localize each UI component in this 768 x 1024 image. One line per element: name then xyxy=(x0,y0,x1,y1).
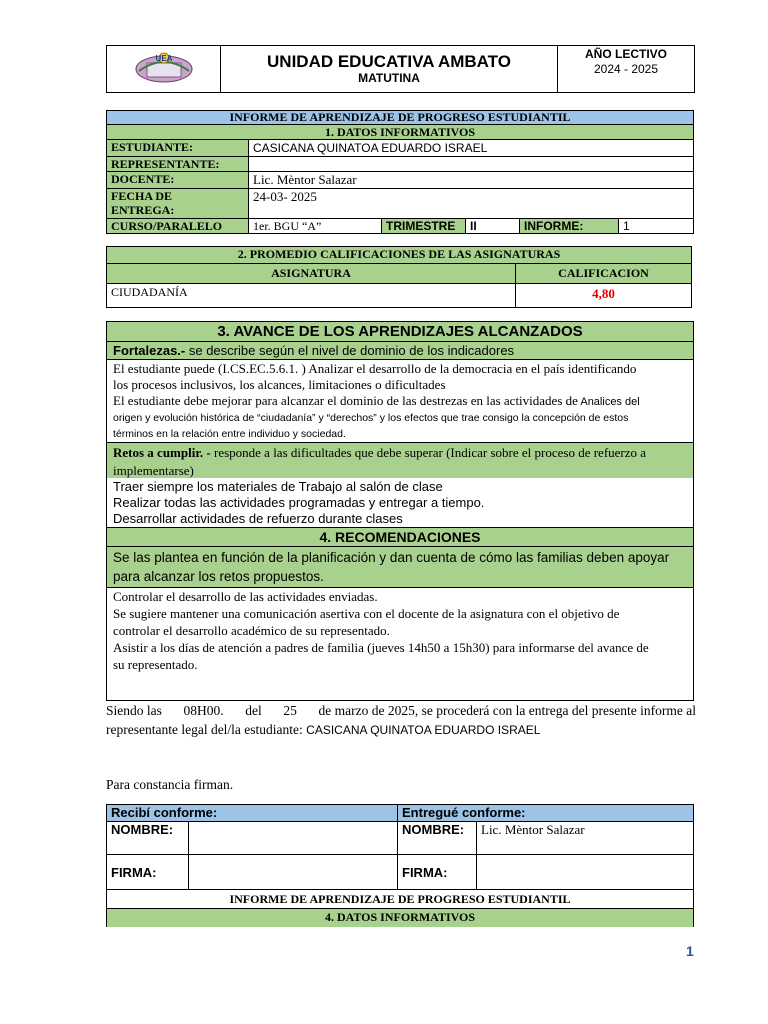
school-year-label: AÑO LECTIVO xyxy=(584,47,667,61)
recommendation-4: Asistir a los días de atención a padres de familia (jueves 14h50 a 15h30) para informarse del avance de xyxy=(113,640,649,655)
section4-desc xyxy=(107,547,693,588)
delivered-name-label: NOMBRE: xyxy=(398,822,477,855)
representative-label: REPRESENTANTE: xyxy=(107,157,249,172)
constancy-text: Para constancia firman. xyxy=(106,777,234,792)
section4-desc-line-2: para alcanzar los retos propuestos. xyxy=(113,569,324,584)
teacher-value: Lic. Mèntor Salazar xyxy=(249,172,694,189)
informe-label: INFORME: xyxy=(520,219,619,234)
subject-header: ASIGNATURA xyxy=(107,264,516,284)
page-number: 1 xyxy=(686,943,694,959)
delivered-signature-label: FIRMA: xyxy=(398,855,477,890)
section3-title: 3. AVANCE DE LOS APRENDIZAJES ALCANZADOS xyxy=(107,322,693,342)
strength-line-1: El estudiante puede (I.CS.EC.5.6.1. ) Analizar el desarrollo de la democracia en el país identificando xyxy=(113,361,637,376)
grade-value: 4,80 xyxy=(592,286,615,301)
student-label: ESTUDIANTE: xyxy=(107,140,249,157)
recommendation-2: Se sugiere mantener una comunicación asertiva con el docente de la asignatura con el objetivo de xyxy=(113,606,620,621)
delivery-label xyxy=(107,189,249,219)
received-label: Recibí conforme: xyxy=(107,805,398,822)
logo-cell xyxy=(107,46,221,93)
course-label: CURSO/PARALELO xyxy=(107,219,249,234)
section4-title: 4. RECOMENDACIONES xyxy=(107,528,693,547)
received-name-label: NOMBRE: xyxy=(107,822,189,855)
strengths-desc: se describe según el nivel de dominio de los indicadores xyxy=(185,343,515,358)
recommendations-list xyxy=(107,588,693,673)
delivery-label-line2: ENTREGA: xyxy=(111,203,175,217)
strength-line-2: los procesos inclusivos, los alcances, limitaciones o dificultades xyxy=(113,377,446,392)
improve-line-3: términos en la relación entre individuo y sociedad. xyxy=(113,428,346,440)
teacher-label: DOCENTE: xyxy=(107,172,249,189)
improve-line-1a: El estudiante debe mejorar para alcanzar el dominio de las destrezas en las actividades de xyxy=(113,393,578,408)
student-value: CASICANA QUINATOA EDUARDO ISRAEL xyxy=(249,140,694,157)
grade-cell xyxy=(516,284,692,308)
challenges-label: Retos a cumplir. - xyxy=(113,445,211,460)
representative-value xyxy=(249,157,694,172)
repeat-report-title: INFORME DE APRENDIZAJE DE PROGRESO ESTUDIANTIL xyxy=(107,890,694,909)
svg-text:UEA: UEA xyxy=(155,53,172,63)
recommendation-1: Controlar el desarrollo de las actividades enviadas. xyxy=(113,589,378,604)
received-signature-label: FIRMA: xyxy=(107,855,189,890)
closing-del: del xyxy=(245,703,262,718)
student-info-table xyxy=(106,110,694,234)
section4-desc-line-1: Se las plantea en función de la planificación y dan cuenta de cómo las familias deben apoyar xyxy=(113,550,670,565)
school-logo-icon xyxy=(133,49,195,85)
improve-line-1 xyxy=(113,393,687,410)
delivery-value: 24-03- 2025 xyxy=(249,189,694,219)
subject-cell: CIUDADANÍA xyxy=(107,284,516,308)
improve-line-2: origen y evolución histórica de “ciudadanía” y “derechos” y los efectos que trae consigo la concepción de estos xyxy=(113,412,629,424)
challenge-list xyxy=(106,478,694,528)
grade-header: CALIFICACION xyxy=(516,264,692,284)
informe-value: 1 xyxy=(619,219,694,234)
closing-rest: de marzo de 2025, se procederá con la entrega del presente informe al xyxy=(318,703,696,718)
closing-line-2a: representante legal del/la estudiante: xyxy=(106,722,307,737)
delivery-label-line1: FECHA DE xyxy=(111,189,173,203)
closing-day: 25 xyxy=(283,703,297,718)
signatures-table xyxy=(106,804,694,927)
header-table xyxy=(106,45,695,93)
received-name-field[interactable] xyxy=(189,822,398,855)
delivered-name-value: Lic. Mèntor Salazar xyxy=(477,822,694,855)
closing-siendo: Siendo las xyxy=(106,703,162,718)
received-signature-field[interactable] xyxy=(189,855,398,890)
section2-title: 2. PROMEDIO CALIFICACIONES DE LAS ASIGNATURAS xyxy=(107,247,692,264)
school-name: UNIDAD EDUCATIVA AMBATO xyxy=(267,52,511,71)
closing-paragraph xyxy=(106,701,696,740)
closing-line-2 xyxy=(106,720,696,740)
school-shift: MATUTINA xyxy=(358,71,420,85)
school-title-cell xyxy=(221,46,558,93)
section4-box xyxy=(106,527,694,701)
closing-student-name: CASICANA QUINATOA EDUARDO ISRAEL xyxy=(306,723,541,737)
challenges-row xyxy=(107,443,693,481)
delivered-label: Entregué conforme: xyxy=(398,805,694,822)
challenges-desc-2: implementarse) xyxy=(113,463,194,478)
improve-line-1b: Analices del xyxy=(577,396,640,408)
strengths-label: Fortalezas.- xyxy=(113,343,186,358)
trimester-value: II xyxy=(466,219,520,234)
challenge-item-2: Realizar todas las actividades programadas y entregar a tiempo. xyxy=(113,495,485,510)
closing-time: 08H00. xyxy=(183,703,224,718)
report-title: INFORME DE APRENDIZAJE DE PROGRESO ESTUDIANTIL xyxy=(107,111,694,125)
closing-line-1 xyxy=(106,701,696,720)
trimester-label: TRIMESTRE xyxy=(382,219,466,234)
section1-title: 1. DATOS INFORMATIVOS xyxy=(107,125,694,140)
recommendation-3: controlar el desarrollo académico de su representado. xyxy=(113,623,390,638)
strengths-row xyxy=(107,342,693,360)
challenges-desc-1: responde a las dificultades que debe superar (Indicar sobre el proceso de refuerzo a xyxy=(210,445,647,460)
recommendation-5: su representado. xyxy=(113,657,198,672)
school-year-value: 2024 - 2025 xyxy=(593,62,659,76)
challenge-item-1: Traer siempre los materiales de Trabajo al salón de clase xyxy=(113,479,443,494)
strengths-content xyxy=(107,360,693,443)
grades-table xyxy=(106,246,692,308)
delivered-signature-field[interactable] xyxy=(477,855,694,890)
school-year-cell xyxy=(558,46,695,93)
course-value: 1er. BGU “A” xyxy=(249,219,382,234)
repeat-section-title: 4. DATOS INFORMATIVOS xyxy=(107,909,694,927)
challenge-item-3: Desarrollar actividades de refuerzo durante clases xyxy=(113,511,403,526)
